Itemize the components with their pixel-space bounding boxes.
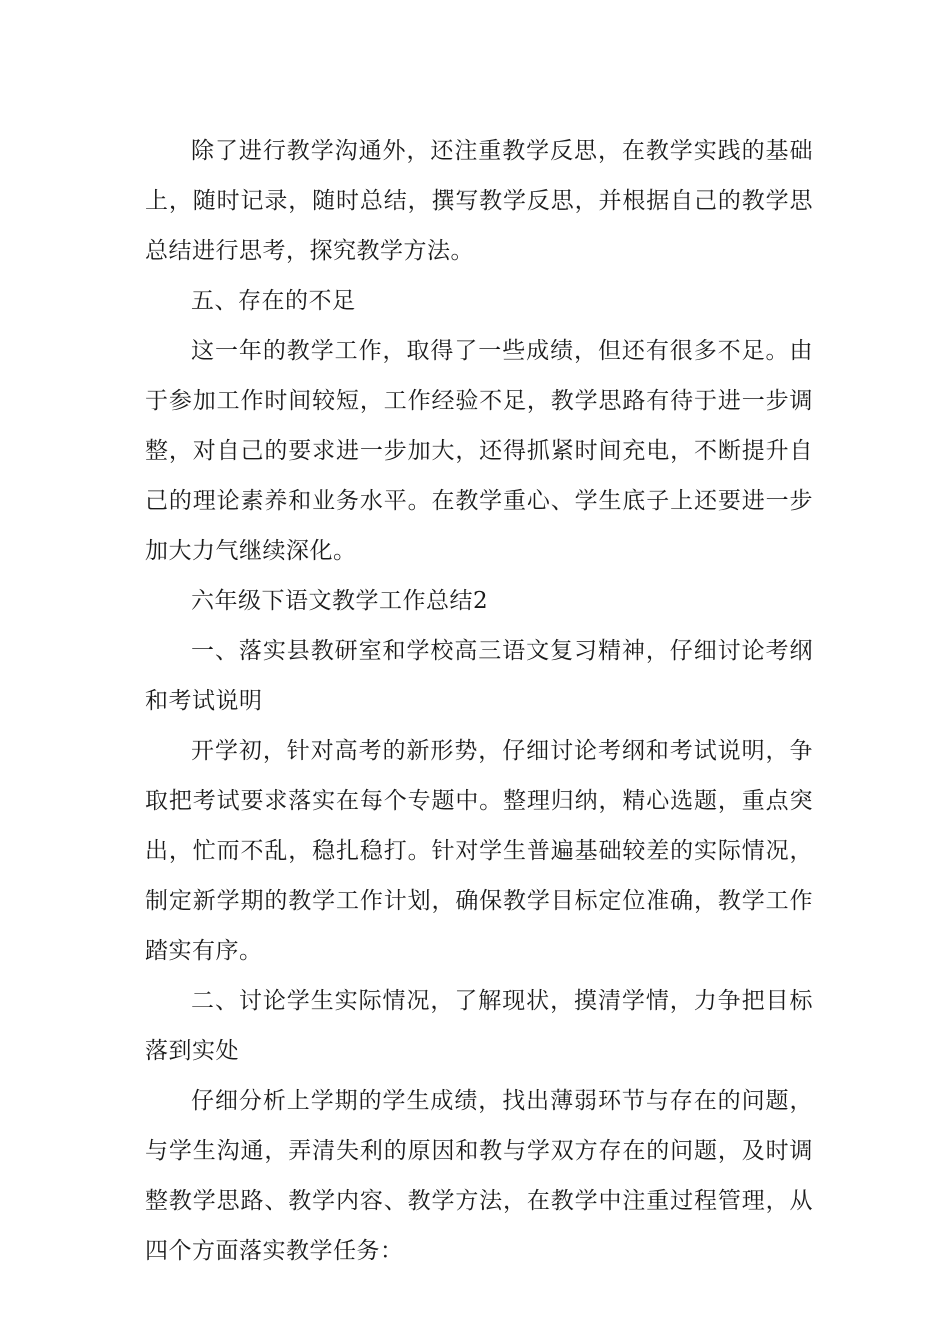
paragraph-shortcomings: 这一年的教学工作，取得了一些成绩，但还有很多不足。由于参加工作时间较短，工作经验不足，教学思路有待于进一步调整，对自己的要求进一步加大，还得抓紧时间充电，不断提升自己的理论素养和业务水平。在教学重心、学生底子上还要进一步加大力气继续深化。 (145, 338, 813, 564)
paragraph-syllabus: 开学初，针对高考的新形势，仔细讨论考纲和考试说明，争取把考试要求落实在每个专题中。整理归纳，精心选题，重点突出，忙而不乱，稳扎稳打。针对学生普遍基础较差的实际情况，制定新学期的教学工作计划，确保教学目标定位准确，教学工作踏实有序。 (145, 738, 813, 964)
document-subtitle: 六年级下语文教学工作总结2 (191, 588, 489, 614)
paragraph-student-situation: 仔细分析上学期的学生成绩，找出薄弱环节与存在的问题，与学生沟通，弄清失利的原因和教与学双方存在的问题，及时调整教学思路、教学内容、教学方法，在教学中注重过程管理，从四个方面落实教学任务： (145, 1088, 813, 1264)
section-heading-syllabus: 一、落实县教研室和学校高三语文复习精神，仔细讨论考纲和考试说明 (145, 638, 813, 714)
section-heading-student-situation: 二、讨论学生实际情况，了解现状，摸清学情，力争把目标落到实处 (145, 988, 813, 1064)
section-heading-shortcomings: 五、存在的不足 (191, 288, 356, 314)
document-body (145, 126, 813, 1276)
paragraph-teaching-reflection: 除了进行教学沟通外，还注重教学反思，在教学实践的基础上，随时记录，随时总结，撰写教学反思，并根据自己的教学思总结进行思考，探究教学方法。 (145, 138, 813, 264)
